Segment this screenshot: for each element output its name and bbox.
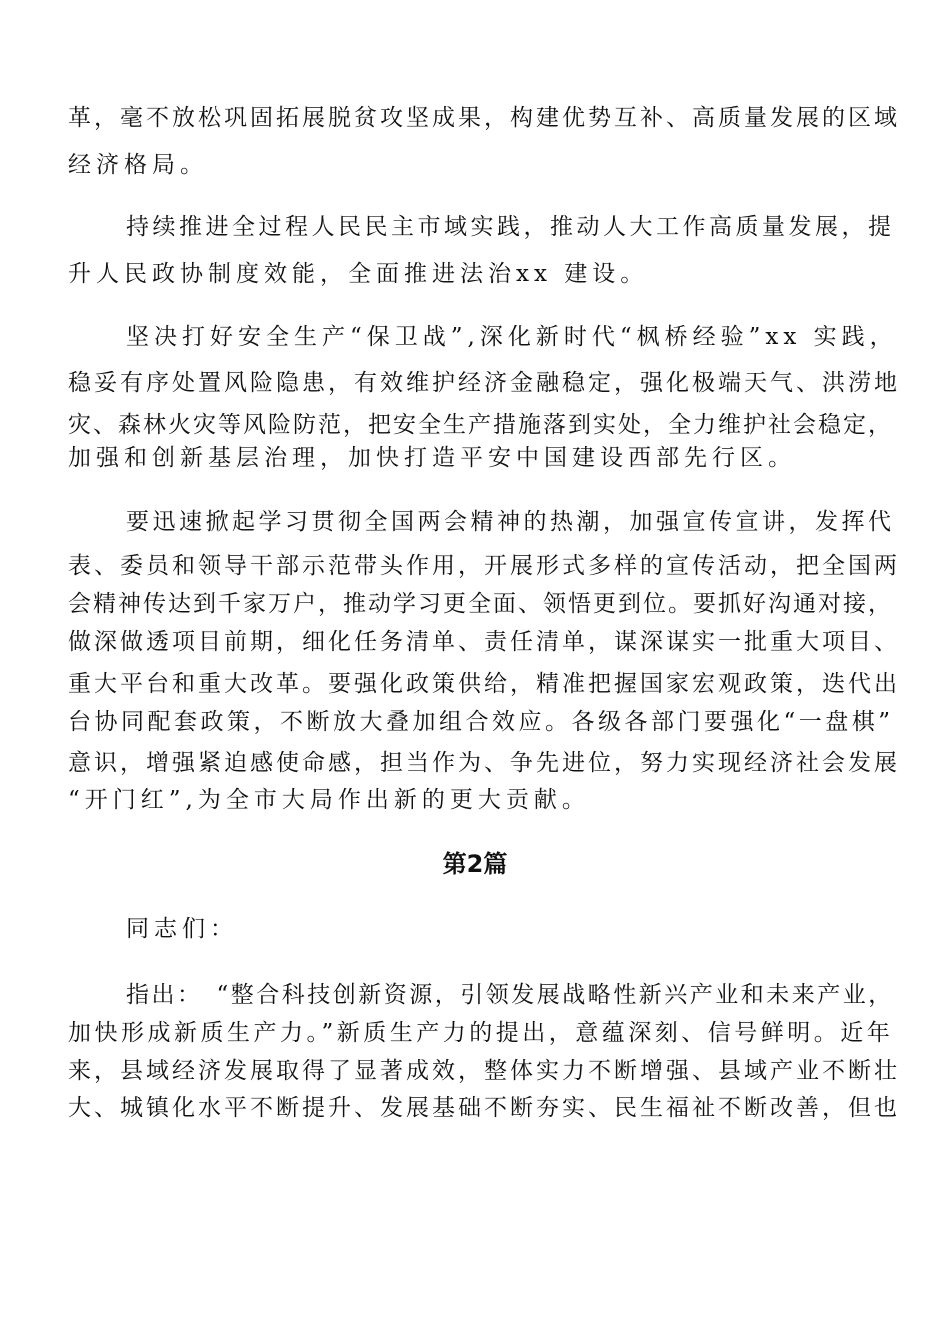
- section-heading: 第2篇: [442, 850, 508, 878]
- paragraph-line: 指出： “整合科技创新资源，引领发展战略性新兴产业和未来产业，: [126, 982, 894, 1008]
- paragraph-line: 大、城镇化水平不断提升、发展基础不断夯实、民生福祉不断改善，但也: [68, 1095, 900, 1121]
- paragraph-line: 要迅速掀起学习贯彻全国两会精神的热潮，加强宣传宣讲，发挥代: [126, 509, 895, 535]
- paragraph-line: 革，毫不放松巩固拓展脱贫攻坚成果，构建优势互补、高质量发展的区域: [68, 105, 900, 131]
- paragraph-line: 坚决打好安全生产“保卫战”,深化新时代“枫桥经验”xx 实践，: [126, 324, 898, 350]
- paragraph-line: 经济格局。: [68, 152, 208, 178]
- paragraph-line: 台协同配套政策，不断放大叠加组合效应。各级各部门要强化“一盘棋”: [68, 709, 894, 735]
- paragraph-line: 会精神传达到千家万户，推动学习更全面、领悟更到位。要抓好沟通对接，: [68, 591, 893, 617]
- paragraph-line: 意识，增强紧迫感使命感，担当作为、争先进位，努力实现经济社会发展: [68, 750, 900, 776]
- paragraph-line: 表、委员和领导干部示范带头作用，开展形式多样的宣传活动，把全国两: [68, 553, 900, 579]
- paragraph-line: “开门红”,为全市大局作出新的更大贡献。: [68, 787, 590, 813]
- paragraph-line: 灾、森林火灾等风险防范，把安全生产措施落到实处，全力维护社会稳定，: [68, 412, 893, 438]
- paragraph-line: 重大平台和重大改革。要强化政策供给，精准把握国家宏观政策，迭代出: [68, 671, 900, 697]
- paragraph-line: 做深做透项目前期，细化任务清单、责任清单，谋深谋实一批重大项目、: [68, 629, 900, 655]
- paragraph-line: 加强和创新基层治理，加快打造平安中国建设西部先行区。: [68, 445, 796, 471]
- paragraph-line: 持续推进全过程人民民主市域实践，推动人大工作高质量发展，提: [126, 214, 895, 240]
- paragraph-line: 同志们：: [126, 916, 238, 942]
- paragraph-line: 加快形成新质生产力。”新质生产力的提出，意蕴深刻、信号鲜明。近年: [68, 1020, 894, 1046]
- paragraph-line: 来，县域经济发展取得了显著成效，整体实力不断增强、县域产业不断壮: [68, 1058, 900, 1084]
- paragraph-line: 升人民政协制度效能，全面推进法治xx 建设。: [68, 261, 649, 287]
- paragraph-line: 稳妥有序处置风险隐患，有效维护经济金融稳定，强化极端天气、洪涝地: [68, 370, 900, 396]
